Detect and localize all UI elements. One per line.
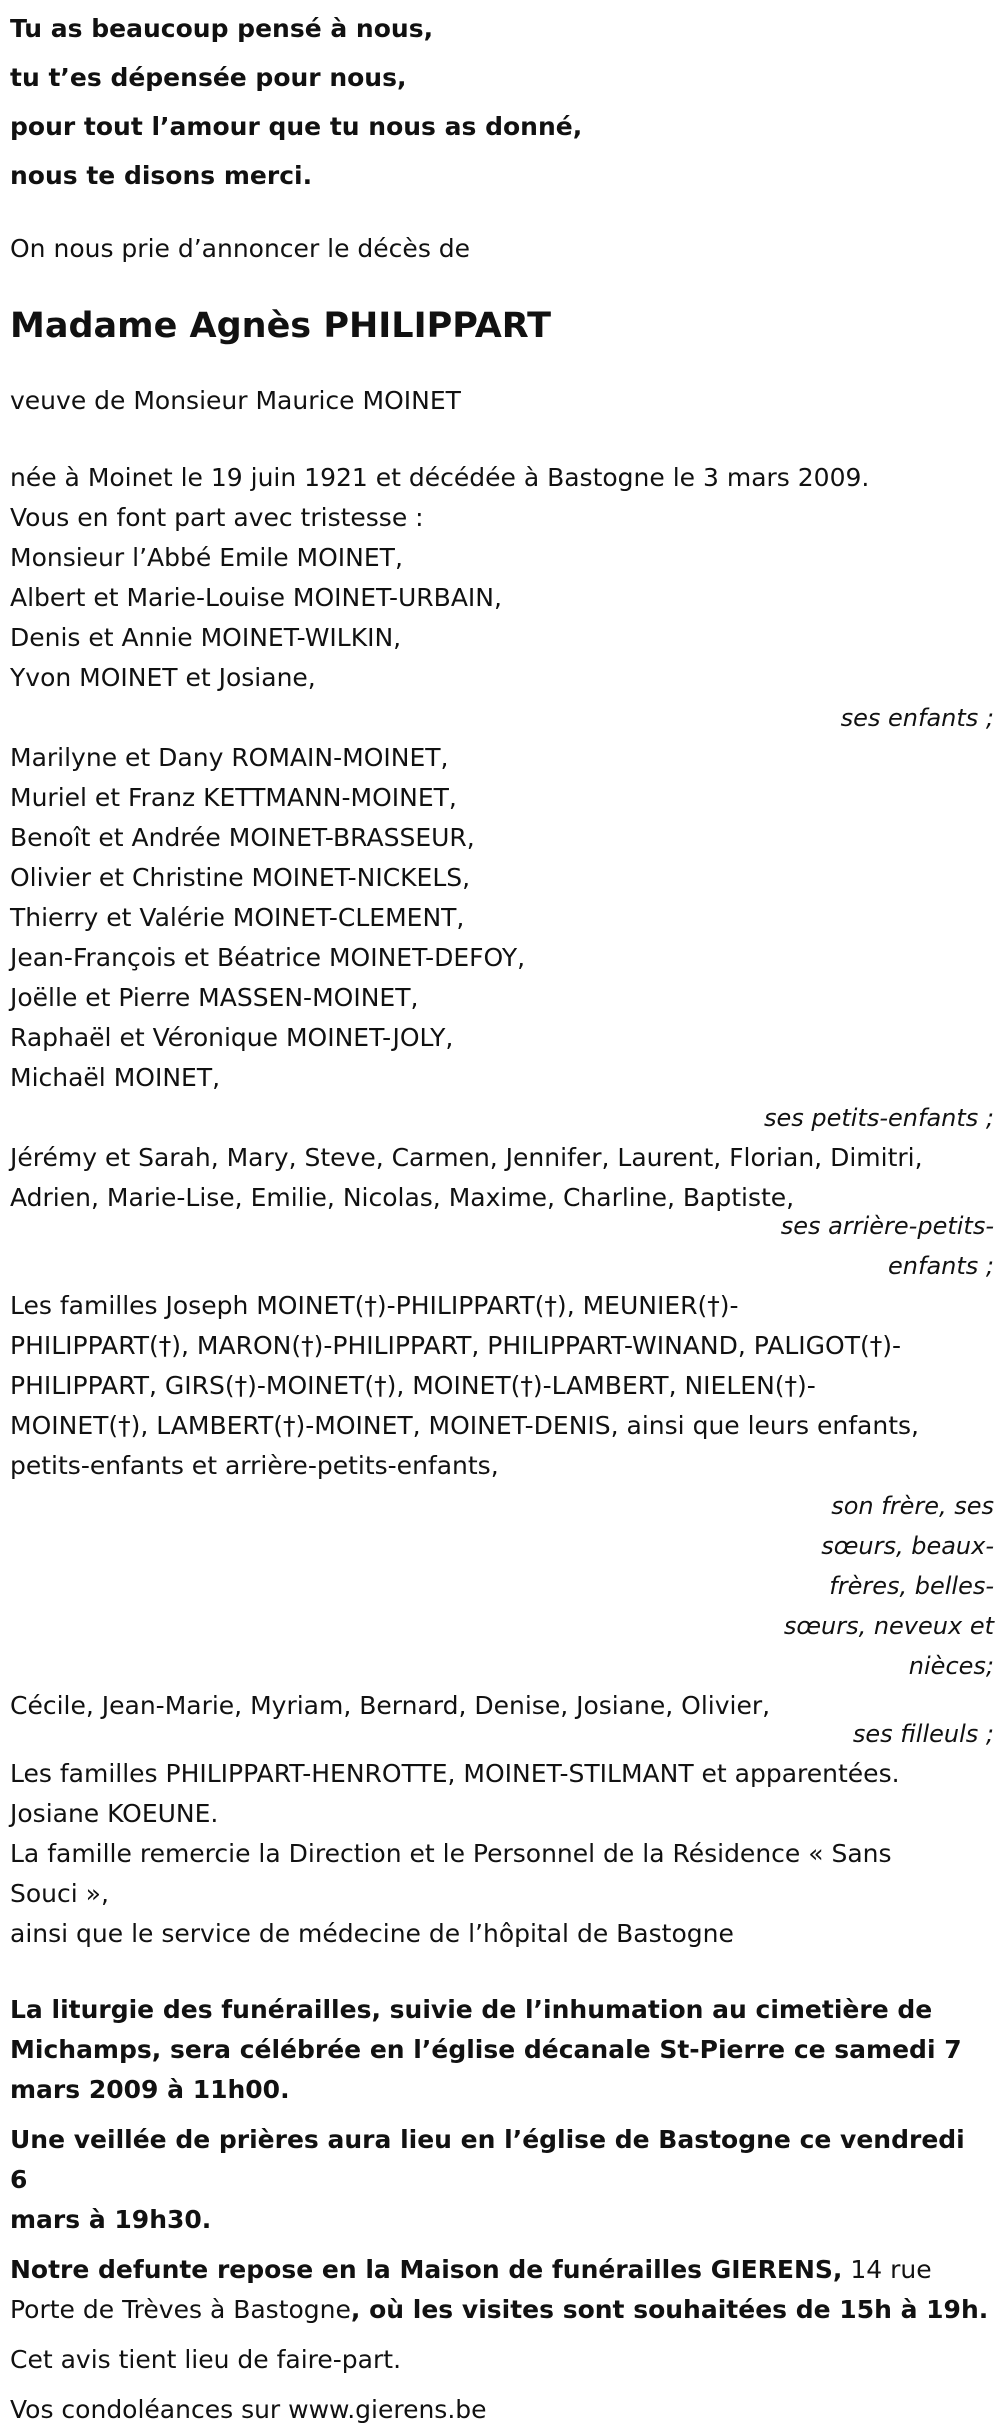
list-item: Denis et Annie MOINET-WILKIN,	[10, 623, 402, 652]
vigil-info	[10, 2120, 990, 2240]
repose-bold: Notre defunte repose en la Maison de funérailles GIERENS,	[10, 2255, 843, 2284]
poem	[10, 0, 990, 200]
list-item: Les familles Joseph MOINET(†)-PHILIPPART(†), MEUNIER(†)-	[10, 1291, 739, 1320]
role-line: sœurs, neveux et	[783, 1612, 994, 1640]
list-item: Jérémy et Sarah, Mary, Steve, Carmen, Jennifer, Laurent, Florian, Dimitri,	[10, 1143, 923, 1172]
vigil-line: Une veillée de prières aura lieu en l’église de Bastogne ce vendredi 6	[10, 2125, 965, 2194]
notice: Cet avis tient lieu de faire-part.	[10, 2345, 402, 2374]
role-line: sœurs, beaux-	[821, 1532, 994, 1560]
funeral-line: La liturgie des funérailles, suivie de l’inhumation au cimetière de	[10, 1995, 933, 2024]
poem-line: pour tout l’amour que tu nous as donné,	[10, 112, 583, 141]
repose-visits: , où les visites sont souhaitées de 15h à 19h.	[350, 2295, 989, 2324]
list-item: Les familles PHILIPPART-HENROTTE, MOINET-STILMANT et apparentées.	[10, 1759, 900, 1788]
list-item: Muriel et Franz KETTMANN-MOINET,	[10, 783, 457, 812]
funeral-line: Michamps, sera célébrée en l’église décanale St-Pierre ce samedi 7	[10, 2035, 962, 2064]
repose-line	[10, 2290, 990, 2330]
list-item: PHILIPPART, GIRS(†)-MOINET(†), MOINET(†)-LAMBERT, NIELEN(†)-	[10, 1371, 816, 1400]
list-item: ainsi que le service de médecine de l’hôpital de Bastogne	[10, 1919, 734, 1948]
grandchildren-list	[10, 738, 990, 1098]
intro-text: On nous prie d’annoncer le décès de	[10, 234, 471, 263]
list-item: Raphaël et Véronique MOINET-JOLY,	[10, 1023, 454, 1052]
announcement-line: Vous en font part avec tristesse :	[10, 503, 424, 532]
list-item: MOINET(†), LAMBERT(†)-MOINET, MOINET-DENIS, ainsi que leurs enfants,	[10, 1411, 919, 1440]
children-role: ses enfants ;	[840, 704, 994, 732]
list-item: petits-enfants et arrière-petits-enfants,	[10, 1451, 499, 1480]
announcement	[10, 498, 990, 538]
other-list	[10, 1754, 990, 1954]
poem-line: nous te disons merci.	[10, 161, 313, 190]
list-item: Souci »,	[10, 1879, 109, 1908]
godchildren-role: ses filleuls ;	[852, 1720, 994, 1748]
condolences: Vos condoléances sur www.gierens.be	[10, 2395, 487, 2424]
great-grandchildren-role	[764, 1206, 994, 1286]
role-line: nièces;	[908, 1652, 994, 1680]
funeral-line: mars 2009 à 11h00.	[10, 2075, 290, 2104]
list-item: PHILIPPART(†), MARON(†)-PHILIPPART, PHILIPPART-WINAND, PALIGOT(†)-	[10, 1331, 902, 1360]
list-item: Monsieur l’Abbé Emile MOINET,	[10, 543, 403, 572]
poem-line: Tu as beaucoup pensé à nous,	[10, 14, 434, 43]
list-item: Adrien, Marie-Lise, Emilie, Nicolas, Maxime, Charline, Baptiste,	[10, 1183, 795, 1212]
role-line: son frère, ses	[831, 1492, 994, 1520]
list-item: Michaël MOINET,	[10, 1063, 221, 1092]
list-item: Josiane KOEUNE.	[10, 1799, 219, 1828]
siblings-role	[764, 1486, 994, 1686]
funeral-info	[10, 1990, 990, 2110]
grandchildren-role: ses petits-enfants ;	[763, 1104, 994, 1132]
role-line: enfants ;	[888, 1252, 994, 1280]
list-item: La famille remercie la Direction et le Personnel de la Résidence « Sans	[10, 1839, 892, 1868]
widow-of: veuve de Monsieur Maurice MOINET	[10, 386, 461, 415]
repose-line	[10, 2250, 990, 2290]
list-item: Cécile, Jean-Marie, Myriam, Bernard, Denise, Josiane, Olivier,	[10, 1691, 771, 1720]
list-item: Albert et Marie-Louise MOINET-URBAIN,	[10, 583, 502, 612]
list-item: Benoît et Andrée MOINET-BRASSEUR,	[10, 823, 475, 852]
repose-info	[10, 2250, 990, 2330]
children-list	[10, 538, 990, 698]
deceased-name: Madame Agnès PHILIPPART	[10, 306, 552, 346]
list-item: Yvon MOINET et Josiane,	[10, 663, 316, 692]
families-list	[10, 1286, 990, 1486]
role-line: frères, belles-	[829, 1572, 994, 1600]
repose-address: Porte de Trèves à Bastogne	[10, 2295, 351, 2324]
role-line: ses arrière-petits-	[780, 1212, 994, 1240]
list-item: Joëlle et Pierre MASSEN-MOINET,	[10, 983, 419, 1012]
list-item: Olivier et Christine MOINET-NICKELS,	[10, 863, 471, 892]
list-item: Jean-François et Béatrice MOINET-DEFOY,	[10, 943, 526, 972]
repose-address: 14 rue	[842, 2255, 932, 2284]
birth-death: née à Moinet le 19 juin 1921 et décédée à Bastogne le 3 mars 2009.	[10, 463, 870, 492]
list-item: Marilyne et Dany ROMAIN-MOINET,	[10, 743, 449, 772]
vigil-line: mars à 19h30.	[10, 2205, 212, 2234]
poem-line: tu t’es dépensée pour nous,	[10, 63, 407, 92]
list-item: Thierry et Valérie MOINET-CLEMENT,	[10, 903, 465, 932]
